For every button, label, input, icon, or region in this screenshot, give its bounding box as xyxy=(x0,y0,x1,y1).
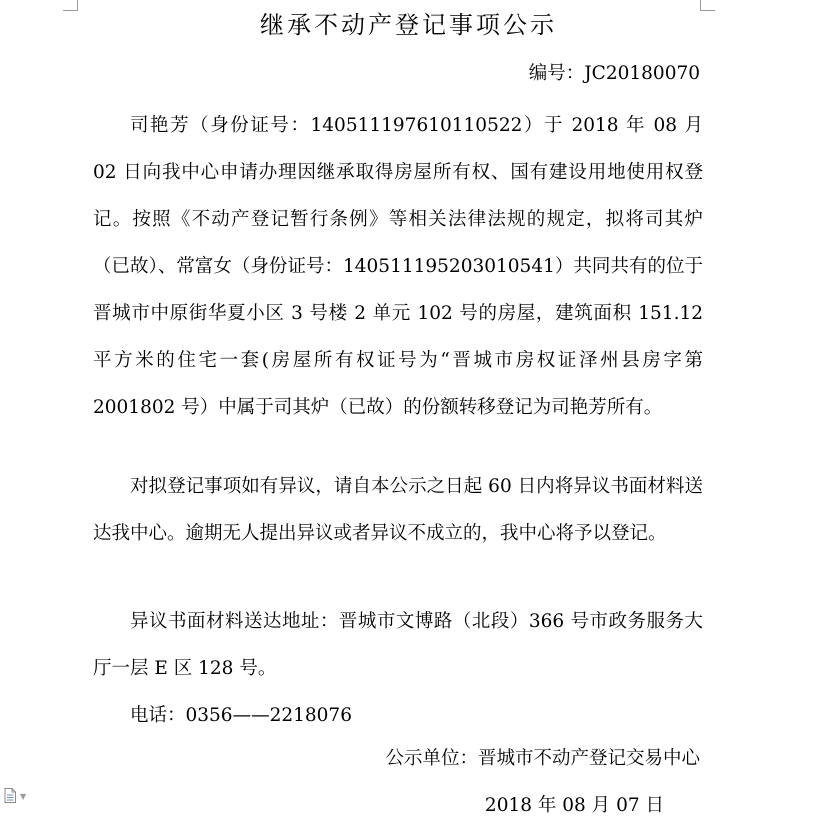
paragraph-objection-address: 异议书面材料送达地址：晋城市文博路（北段）366 号市政务服务大厅一层 E 区 128 号。 xyxy=(93,611,703,679)
paragraph-objection-notice: 对拟登记事项如有异议，请自本公示之日起 60 日内将异议书面材料送达我中心。逾期无人提出异议或者异议不成立的，我中心将予以登记。 xyxy=(93,476,703,544)
publication-date: 2018 年 08 月 07 日 xyxy=(484,795,664,816)
chevron-down-icon[interactable]: ▼ xyxy=(20,792,27,801)
paragraph-phone: 电话：0356——2218076 xyxy=(130,705,352,726)
issuer-line: 公示单位：晋城市不动产登记交易中心 xyxy=(385,748,700,769)
paragraph-application: 司艳芳（身份证号：140511197610110522）于 2018 年 08 月 02 日向我中心申请办理因继承取得房屋所有权、国有建设用地使用权登记。按照《不动产登记暂行条例》等相关法律法规的规定，拟将司其炉（已故）、常富女（身份证号：140511195203010541）共同共有的位于晋城市中原街华夏小区 3 号楼 2 单元 102 号的房屋，建筑面积 151.12 平方米的住宅一套(房屋所有权证号为“晋城市房权证泽州县房字第 2001802 号）中属于司其炉（已故）的份额转移登记为司艳芳所有。 xyxy=(93,115,703,418)
document-number: 编号：JC20180070 xyxy=(528,63,700,84)
document-icon[interactable] xyxy=(4,788,16,803)
document-title: 继承不动产登记事项公示 xyxy=(260,11,557,39)
